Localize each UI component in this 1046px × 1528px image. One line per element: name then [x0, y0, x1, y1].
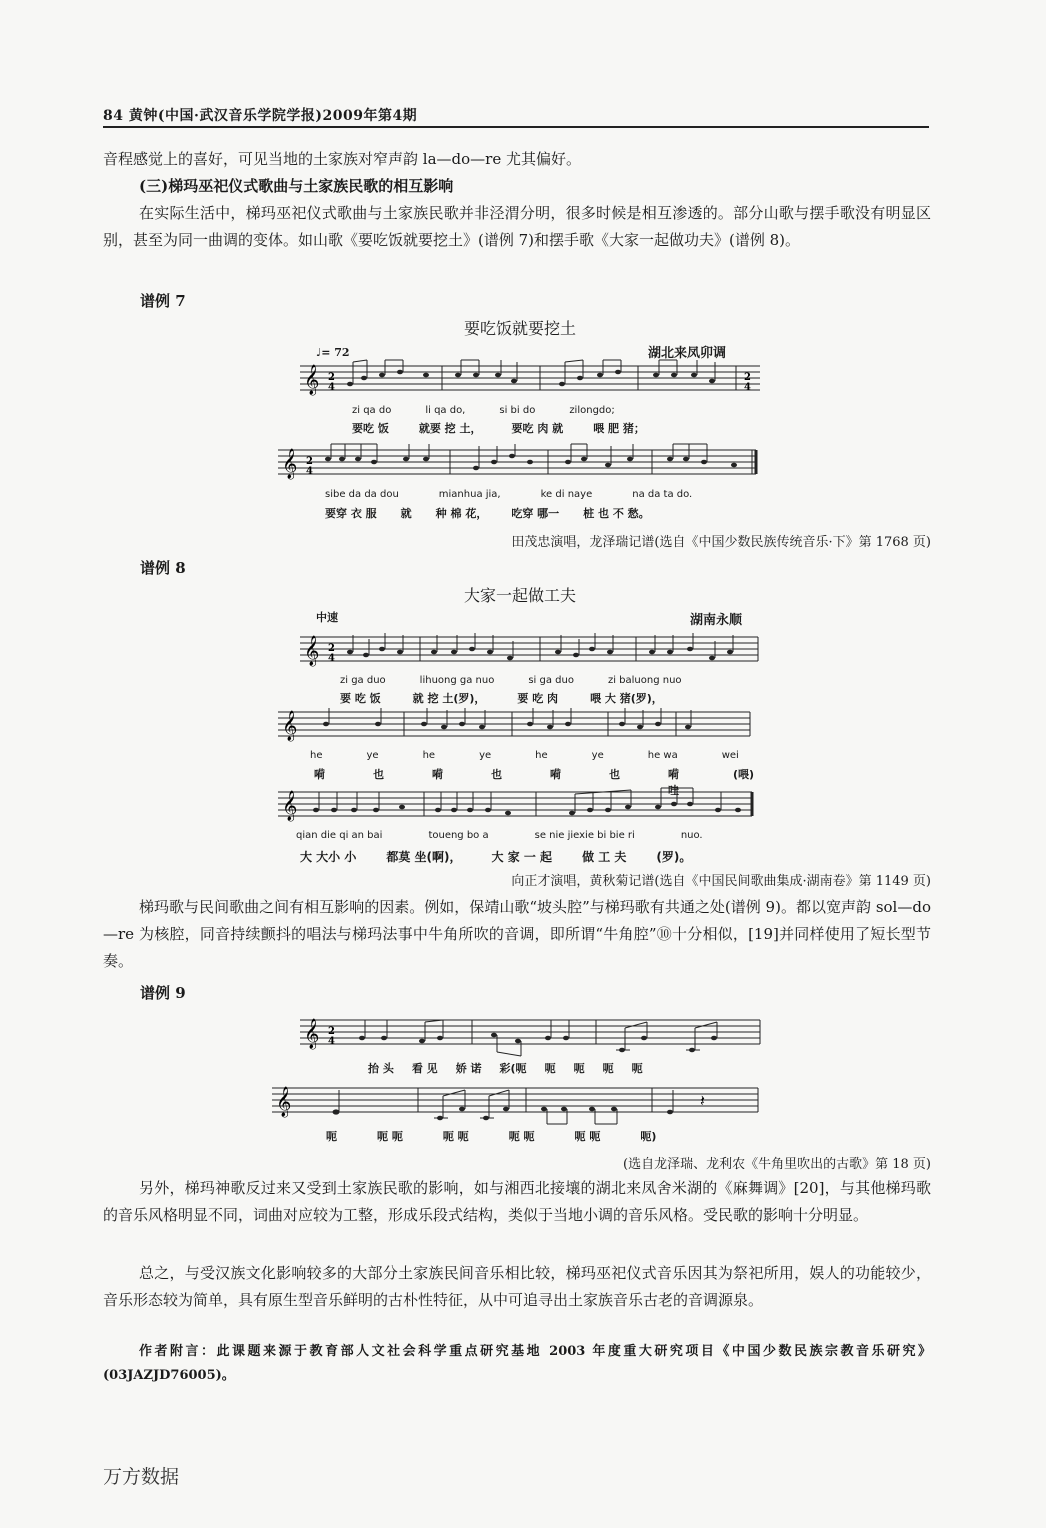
svg-text:4: 4 — [744, 382, 751, 393]
example-8-staff-1 — [300, 625, 760, 679]
lyric: na da ta do. — [632, 489, 693, 500]
cn-lyric: 呃 — [326, 1130, 337, 1143]
svg-text:2: 2 — [328, 643, 335, 654]
svg-text:𝄞: 𝄞 — [304, 365, 320, 395]
cn-lyric: 要 吃 肉 — [517, 692, 559, 705]
example-7-cn-lyrics-1 — [352, 420, 772, 436]
cn-lyric: 大 家 一 起 — [491, 850, 553, 864]
example-7-source: 田茂忠演唱，龙泽瑞记谱(选自《中国少数民族传统音乐·下》第 1768 页) — [511, 535, 931, 550]
cn-lyric: 也 — [491, 768, 502, 781]
running-header: 84 黄钟(中国·武汉音乐学院学报)2009年第4期 — [103, 108, 418, 124]
cn-lyric: 桩 也 不 愁。 — [583, 507, 650, 520]
svg-text:2: 2 — [744, 372, 751, 383]
watermark: 万方数据 — [103, 1466, 180, 1488]
example-8-lyrics-1 — [340, 675, 760, 686]
cn-lyric: 大 大小 小 — [300, 850, 357, 864]
lyric: zi baluong nuo — [607, 675, 682, 686]
cn-lyric: 抬 头 — [368, 1062, 394, 1075]
example-7-lyrics-1 — [352, 405, 772, 416]
cn-lyric: 呃 — [602, 1062, 614, 1075]
cn-lyric: 都莫 坐(啊)， — [386, 850, 462, 864]
example-7-label: 谱例 7 — [140, 292, 186, 310]
svg-text:4: 4 — [328, 382, 335, 393]
cn-lyric: 做 工 夫 — [582, 850, 627, 864]
svg-text:𝄞: 𝄞 — [304, 1019, 320, 1049]
lyric: si bi do — [499, 405, 536, 416]
cn-lyric: 喂 大 猪(罗)， — [590, 692, 663, 705]
lyric: si ga duo — [528, 675, 574, 686]
lyric: mianhua jia, — [438, 489, 501, 500]
svg-text:𝄞: 𝄞 — [282, 791, 298, 821]
cn-lyric: 就 — [400, 507, 412, 520]
example-8-staff-2 — [278, 700, 760, 754]
svg-text:2: 2 — [328, 372, 335, 383]
svg-text:𝄞: 𝄞 — [282, 449, 298, 479]
lyric: wei — [721, 750, 739, 761]
lyric: lihuong ga nuo — [419, 675, 495, 686]
lyric: se nie jiexie bi bie ri — [534, 830, 635, 841]
lyric: ye — [479, 750, 492, 761]
lyric: zi ga duo — [340, 675, 386, 686]
cn-lyric: 也 — [609, 768, 620, 781]
paragraph-3: 梯玛歌与民间歌曲之间有相互影响的因素。例如，保靖山歌“坡头腔”与梯玛歌有共通之处(谱例 9)。都以宽声韵 sol—do—re 为核腔，同音持续颤抖的唱法与梯玛法事中牛角所吹的音调，即所谓“牛角腔”⑩十分相似，[19]并同样使用了短长型节奏。 — [103, 898, 931, 970]
lyric: he — [535, 750, 548, 761]
cn-lyric: 娇 诺 — [455, 1062, 482, 1075]
paragraph-5: 总之，与受汉族文化影响较多的大部分土家族民间音乐相比较，梯玛巫祀仪式音乐因其为祭祀所用，娱人的功能较少，音乐形态较为简单，具有原生型音乐鲜明的古朴性特征，从中可追寻出土家族音乐古老的音调源泉。 — [103, 1264, 931, 1309]
cn-lyric: 就 挖 土(罗)， — [412, 692, 486, 705]
example-8-origin: 湖南永顺 — [690, 613, 743, 628]
cn-lyric: 呃 呃 — [442, 1130, 469, 1143]
cn-lyric: 呃 呃 — [574, 1130, 601, 1143]
paragraph-1: 音程感觉上的喜好，可见当地的土家族对窄声韵 la—do—re 尤其偏好。 — [103, 150, 581, 168]
svg-text:2: 2 — [328, 1026, 335, 1037]
example-8-staff-3 — [278, 780, 760, 834]
cn-lyric: 吃穿 哪一 — [511, 507, 560, 520]
cn-lyric: 要穿 衣 服 — [325, 507, 377, 520]
example-9-staff-1 — [300, 1008, 760, 1060]
svg-text:𝄽: 𝄽 — [700, 1091, 705, 1110]
cn-lyric: 就要 挖 土， — [418, 422, 482, 435]
paragraph-4: 另外，梯玛神歌反过来又受到土家族民歌的影响，如与湘西北接壤的湖北来凤舍米湖的《麻舞调》[20]，与其他梯玛歌的音乐风格明显不同，词曲对应较为工整，形成乐段式结构，类似于当地小调的音乐风格。受民歌的影响十分明显。 — [103, 1179, 931, 1224]
svg-text:4: 4 — [306, 466, 313, 477]
lyric: ye — [591, 750, 604, 761]
section-title: (三)梯玛巫祀仪式歌曲与土家族民歌的相互影响 — [139, 177, 454, 195]
lyric: zilongdo; — [569, 405, 615, 416]
cn-lyric: 也 — [373, 768, 384, 781]
cn-lyric: 彩(呃 — [499, 1062, 527, 1075]
cn-lyric: 呃) — [640, 1130, 657, 1143]
svg-text:4: 4 — [328, 1036, 335, 1047]
cn-lyric: 呃 呃 — [377, 1130, 403, 1143]
lyric: he wa — [647, 750, 678, 761]
example-7-tempo: ♩= 72 — [316, 346, 350, 359]
svg-text:𝄞: 𝄞 — [276, 1087, 292, 1117]
author-note: 作者附言：此课题来源于教育部人文社会科学重点研究基地 2003 年度重大研究项目《中国少数民族宗教音乐研究》(03JAZJD76005)。 — [103, 1344, 931, 1383]
example-7-lyrics-2 — [325, 489, 765, 500]
example-7-title: 要吃饭就要挖土 — [463, 319, 576, 338]
example-9-label: 谱例 9 — [140, 984, 186, 1002]
svg-text:4: 4 — [328, 653, 335, 664]
cn-lyric: 喂 肥 猪； — [593, 422, 645, 435]
example-8-cn-lyrics-3 — [300, 848, 760, 865]
example-8-title: 大家一起做工夫 — [463, 586, 576, 605]
example-7-origin: 湖北来凤卯调 — [648, 346, 727, 361]
cn-lyric: 要吃 饭 — [352, 422, 389, 435]
example-9-cn-lyrics-2 — [326, 1128, 746, 1144]
lyric: zi qa do — [352, 405, 392, 416]
cn-lyric: 呃 — [544, 1062, 556, 1075]
cn-lyric: 嗬 — [550, 768, 561, 781]
cn-lyric: 呃 — [573, 1062, 585, 1075]
cn-lyric: 呃 — [631, 1062, 643, 1075]
cn-lyric: 种 棉 花， — [435, 507, 488, 520]
lyric: nuo. — [680, 830, 703, 841]
cn-lyric: 看 见 — [411, 1062, 438, 1075]
example-8-lyrics-3 — [296, 830, 756, 841]
example-8-source: 向正才演唱，黄秋菊记谱(选自《中国民间歌曲集成·湖南卷》第 1149 页) — [511, 874, 931, 889]
example-9-staff-2 — [272, 1076, 760, 1128]
cn-lyric: 嗬 — [314, 768, 325, 781]
cn-lyric: 嗬 哇 — [668, 768, 679, 797]
example-8-lyrics-2 — [310, 750, 750, 761]
example-9-cn-lyrics-1 — [368, 1060, 768, 1076]
svg-text:2: 2 — [306, 456, 313, 467]
cn-lyric: 要 吃 饭 — [340, 692, 381, 705]
cn-lyric: 要吃 肉 就 — [511, 422, 564, 435]
example-9-source: (选自龙泽瑞、龙利农《牛角里吹出的古歌》第 18 页) — [623, 1157, 931, 1172]
lyric: li qa do, — [425, 405, 466, 416]
svg-text:𝄞: 𝄞 — [304, 636, 320, 666]
cn-lyric: 呃 呃 — [508, 1130, 535, 1143]
paragraph-2: 在实际生活中，梯玛巫祀仪式歌曲与土家族民歌并非泾渭分明，很多时候是相互渗透的。部分山歌与摆手歌没有明显区别，甚至为同一曲调的变体。如山歌《要吃饭就要挖土》(谱例 7)和摆手歌《大家一起做功夫》(谱例 8)。 — [103, 204, 931, 249]
cn-lyric: (喂) — [732, 768, 754, 781]
lyric: toueng bo a — [428, 830, 489, 841]
lyric: qian die qi an bai — [296, 830, 383, 841]
example-8-label: 谱例 8 — [140, 559, 186, 577]
lyric: ye — [366, 750, 379, 761]
lyric: he — [310, 750, 323, 761]
lyric: he — [422, 750, 436, 761]
header-rule — [103, 126, 929, 128]
example-8-tempo: 中速 — [316, 611, 338, 624]
example-7-cn-lyrics-2 — [325, 505, 765, 521]
lyric: ke di naye — [540, 489, 593, 500]
svg-text:𝄞: 𝄞 — [282, 711, 298, 741]
cn-lyric: 嗬 — [432, 768, 443, 781]
cn-lyric: (罗)。 — [656, 850, 692, 864]
lyric: sibe da da dou — [325, 489, 399, 500]
